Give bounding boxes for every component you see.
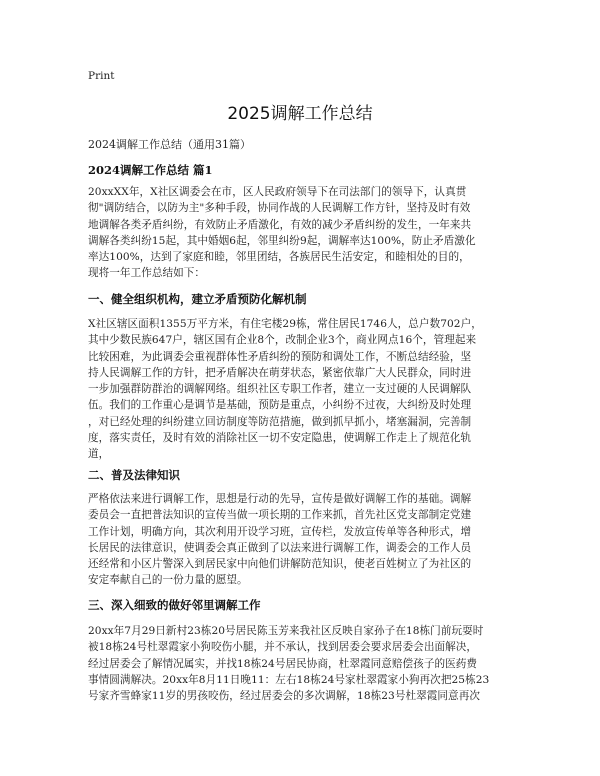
- text-line: 还经常和小区片警深入到居民家中向他们讲解防范知识，使老百姓树立了为社区的: [88, 558, 472, 571]
- text-line: 率达100%，达到了家庭和睦，邻里团结，各族居民生活安定，和睦相处的目的，: [88, 251, 470, 264]
- text-line: 其中少数民族647户，辖区国有企业8个，改制企业3个，商业网点16个，管理起来: [88, 334, 477, 347]
- text-line: 持人民调解工作的方针，把矛盾解决在萌芽状态，紧密依靠广大人民群众，同时进: [88, 366, 472, 379]
- text-line: 被18栋24号杜翠霞家小狗咬伤小腿，并不承认，找到居委会要求居委会出面解决，: [88, 641, 478, 654]
- text-line: 安定奉献自己的一份力量的愿望。: [88, 574, 248, 587]
- text-line: 经过居委会了解情况属实，并找18栋24号居民协商，杜翠霞同意赔偿孩子的医药费: [88, 657, 478, 670]
- text-line: 比较困难，为此调委会重视群体性矛盾纠纷的预防和调处工作，不断总结经验，坚: [88, 350, 472, 363]
- text-line: 道，: [88, 448, 110, 461]
- document-subtitle: 2024调解工作总结（通用31篇）: [88, 138, 251, 151]
- section-2-heading: 二、普及法律知识: [88, 468, 180, 482]
- section-1-heading: 一、健全组织机构，建立矛盾预防化解机制: [88, 292, 307, 306]
- text-line: 度，落实责任，及时有效的消除社区一切不安定隐患，使调解工作走上了规范化轨: [88, 432, 472, 445]
- text-line: 彻"调防结合，以防为主"多种手段，协同作战的人民调解工作方针，坚持及时有效: [88, 202, 471, 215]
- text-line: X社区辖区面积1355万平方米，有住宅楼29栋，常住居民1746人，总户数702户，: [88, 318, 482, 330]
- text-line: ，对已经处理的纠纷建立回访制度等防范措施，做到抓早抓小，堵塞漏洞，完善制: [88, 415, 472, 428]
- intro-paragraph: [88, 184, 516, 282]
- text-line: 地调解各类矛盾纠纷，有效防止矛盾激化，有效的减少矛盾纠纷的发生，一年来共: [88, 218, 472, 231]
- text-line: 20xxXX年，X社区调委会在市，区人民政府领导下在司法部门的领导下，认真贯: [88, 186, 467, 198]
- article-title: 2024调解工作总结 篇1: [88, 163, 213, 177]
- text-line: 号家齐雪蜂家11岁的男孩咬伤，经过居委会的多次调解，18栋23号杜翠霞同意再次: [88, 690, 480, 703]
- section-1-paragraph: [88, 316, 516, 463]
- text-line: 委员会一直把普法知识的宣传当做一项长期的工作来抓，首先社区党支部制定党建: [88, 509, 472, 522]
- section-2-paragraph: [88, 491, 516, 589]
- section-3-paragraph: [88, 623, 516, 704]
- print-label[interactable]: Print: [88, 70, 115, 82]
- text-line: 调解各类纠纷15起，其中婚姻6起，邻里纠纷9起，调解率达100%，防止矛盾激化: [88, 234, 476, 247]
- text-line: 严格依法来进行调解工作，思想是行动的先导，宣传是做好调解工作的基础。调解: [88, 493, 472, 505]
- text-line: 现将一年工作总结如下：: [88, 267, 206, 280]
- document-title: 2025调解工作总结: [227, 104, 373, 124]
- text-line: 事情圆满解决。20xx年8月11日晚11：左右18栋24号家杜翠霞家小狗再次把25栋23: [88, 673, 490, 686]
- text-line: 伍。我们的工作重心是调节是基础，预防是重点，小纠纷不过夜，大纠纷及时处理: [88, 399, 472, 412]
- text-line: 工作计划，明确方向，其次利用开设学习班，宣传栏，发放宣传单等各种形式，增: [88, 525, 472, 538]
- text-line: 一步加强群防群治的调解网络。组织社区专职工作者，建立一支过硬的人民调解队: [88, 383, 472, 396]
- section-3-heading: 三、深入细致的做好邻里调解工作: [88, 598, 261, 612]
- text-line: 20xx年7月29日新村23栋20号居民陈玉芳来我社区反映自家孙子在18栋门前玩耍时: [88, 625, 484, 637]
- text-line: 长居民的法律意识，使调委会真正做到了以法来进行调解工作，调委会的工作人员: [88, 541, 472, 554]
